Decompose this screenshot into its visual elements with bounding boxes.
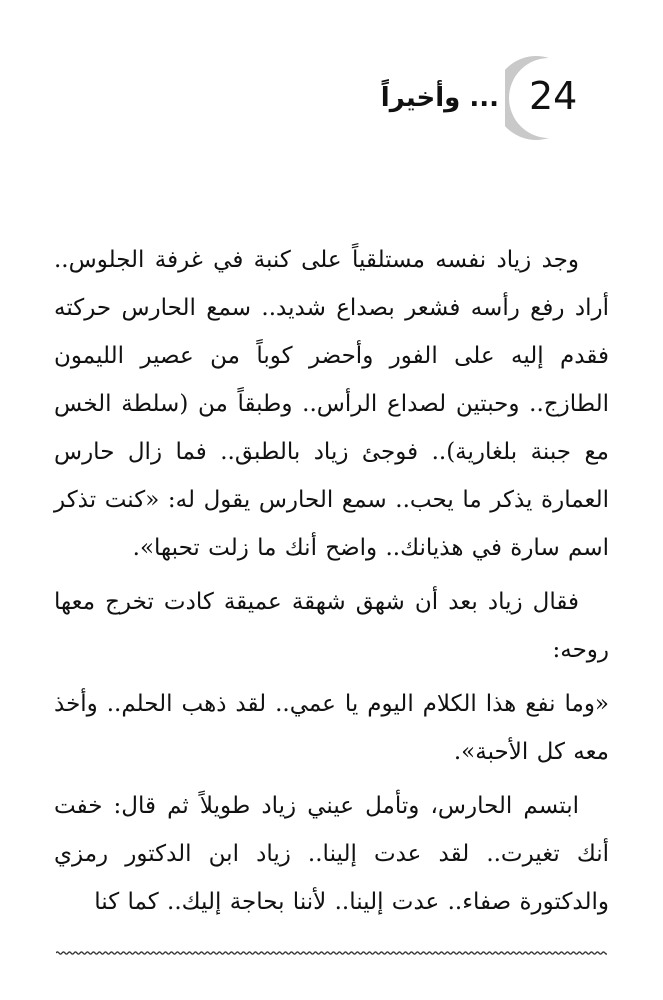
paragraph-4: ابتسم الحارس، وتأمل عيني زياد طويلاً ثم قال: خفت أنك تغيرت.. لقد عدت إلينا.. زياد ابن الدكتور رمزي والدكتورة صفاء.. عدت إلينا.. لأننا بحاجة إليك.. كما كنا [54,793,609,915]
chapter-badge [505,54,583,142]
chapter-number: 24 [529,74,578,118]
chapter-header [381,52,583,144]
paragraph-2: فقال زياد بعد أن شهق شهقة عميقة كادت تخرج معها روحه: [54,589,609,663]
footer-wavy-rule [56,946,607,960]
chapter-title: ... وأخيراً [380,83,499,113]
paragraph-1: وجد زياد نفسه مستلقياً على كنبة في غرفة الجلوس.. أراد رفع رأسه فشعر بصداع شديد.. سمع الحارس حركته فقدم إليه على الفور وأحضر كوباً من عصير الليمون الطازج.. وحبتين لصداع الرأس.. وطبقاً من (سلطة الخس مع جبنة بلغارية).. فوجئ زياد بالطبق.. فما زال حارس العمارة يذكر ما يحب.. سمع الحارس يقول له: «كنت تذكر اسم سارة في هذيانك.. واضح أنك ما زلت تحبها». [54,247,609,561]
paragraph-3: «وما نفع هذا الكلام اليوم يا عمي.. لقد ذهب الحلم.. وأخذ معه كل الأحبة». [54,691,609,765]
body-text [54,236,609,932]
